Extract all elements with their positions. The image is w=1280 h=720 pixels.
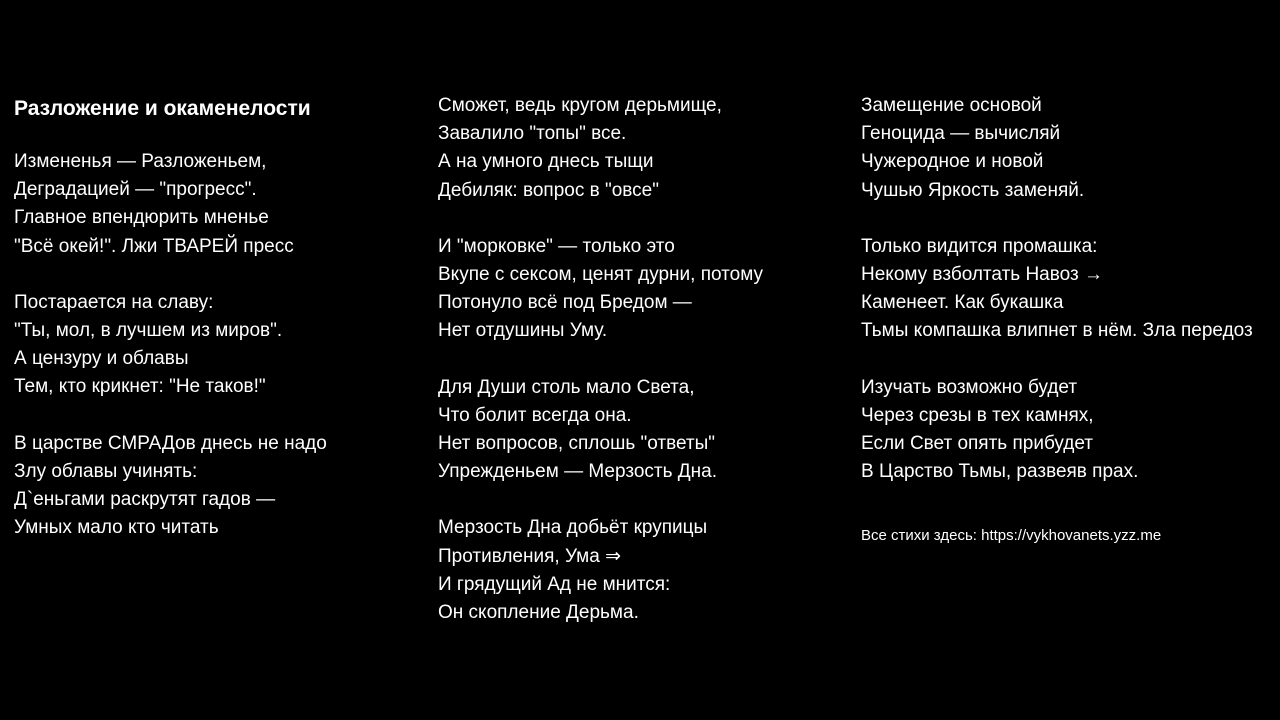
poem-line: Дебиляк: вопрос в "овсе" xyxy=(438,179,659,201)
poem-line: Нет вопросов, сплошь "ответы" xyxy=(438,433,716,455)
poem-line: Д`еньгами раскрутят гадов — xyxy=(14,489,276,511)
stanza xyxy=(438,374,763,487)
column-3 xyxy=(861,92,1253,546)
poem-line: Что болит всегда она. xyxy=(438,404,632,426)
footer-note: Все стихи здесь: https://vykhovanets.yzz.me xyxy=(861,527,1162,545)
poem-line: И "морковке" — только это xyxy=(438,235,675,257)
poem-line: Нет отдушины Уму. xyxy=(438,320,608,342)
poem-line: Потонуло всё под Бредом — xyxy=(438,292,692,314)
poem-line: А на умного днесь тыщи xyxy=(438,151,654,173)
poem-line: "Всё окей!". Лжи ТВАРЕЙ пресс xyxy=(14,235,294,257)
poem-line: Тьмы компашка влипнет в нём. Зла передоз xyxy=(861,320,1253,342)
poem-line: Через срезы в тех камнях, xyxy=(861,404,1094,426)
poem-line: Чушью Яркость заменяй. xyxy=(861,179,1085,201)
poem-line: "Ты, мол, в лучшем из миров". xyxy=(14,320,283,342)
poem-line: В Царство Тьмы, развеяв прах. xyxy=(861,461,1139,483)
poem-line: И грядущий Ад не мнится: xyxy=(438,573,671,595)
poem-line: Постарается на славу: xyxy=(14,291,214,313)
poem-line: В царстве СМРАДов днесь не надо xyxy=(14,432,327,454)
poem-title: Разложение и окаменелости xyxy=(14,97,311,120)
stanza xyxy=(438,92,763,205)
poem-line: Каменеет. Как букашка xyxy=(861,292,1064,314)
column-2 xyxy=(438,92,763,655)
stanza xyxy=(438,514,763,627)
stanza xyxy=(861,92,1253,205)
poem-line: Изучать возможно будет xyxy=(861,376,1078,398)
poem-line: Вкупе с сексом, ценят дурни, потому xyxy=(438,264,763,286)
poem-line: Противления, Ума ⇒ xyxy=(438,545,621,567)
poem-line: Чужеродное и новой xyxy=(861,151,1044,173)
poem-line: Завалило "топы" все. xyxy=(438,123,627,145)
poem-line: Геноцида — вычисляй xyxy=(861,123,1061,145)
poem-line: Упрежденьем — Мерзость Дна. xyxy=(438,461,717,483)
stanza xyxy=(438,233,763,346)
stanza xyxy=(861,374,1253,487)
poem-line: Если Свет опять прибудет xyxy=(861,433,1094,455)
poem-line: Мерзость Дна добьёт крупицы xyxy=(438,517,708,539)
poem-line: Умных мало кто читать xyxy=(14,517,219,539)
poem-line: Для Души столь мало Света, xyxy=(438,376,695,398)
stanza xyxy=(14,148,327,261)
poem-line: Измененья — Разложеньем, xyxy=(14,151,267,172)
poem-line: Сможет, ведь кругом дерьмище, xyxy=(438,95,722,116)
stanza xyxy=(14,289,327,402)
poem-line: Главное впендюрить мненье xyxy=(14,207,269,229)
stanza xyxy=(861,233,1253,346)
poem-line: Некому взболтать Навоз → xyxy=(861,264,1103,286)
poem-line: Он скопление Дерьма. xyxy=(438,602,639,624)
poem-line: Тем, кто крикнет: "Не таков!" xyxy=(14,376,266,398)
poem-line: А цензуру и облавы xyxy=(14,348,189,370)
poem-line: Только видится промашка: xyxy=(861,235,1098,257)
column-1 xyxy=(14,92,327,570)
poem-line: Деградацией — "прогресс". xyxy=(14,179,257,201)
stanza xyxy=(14,430,327,543)
poem-line: Замещение основой xyxy=(861,95,1042,116)
poem-line: Злу облавы учинять: xyxy=(14,460,198,482)
